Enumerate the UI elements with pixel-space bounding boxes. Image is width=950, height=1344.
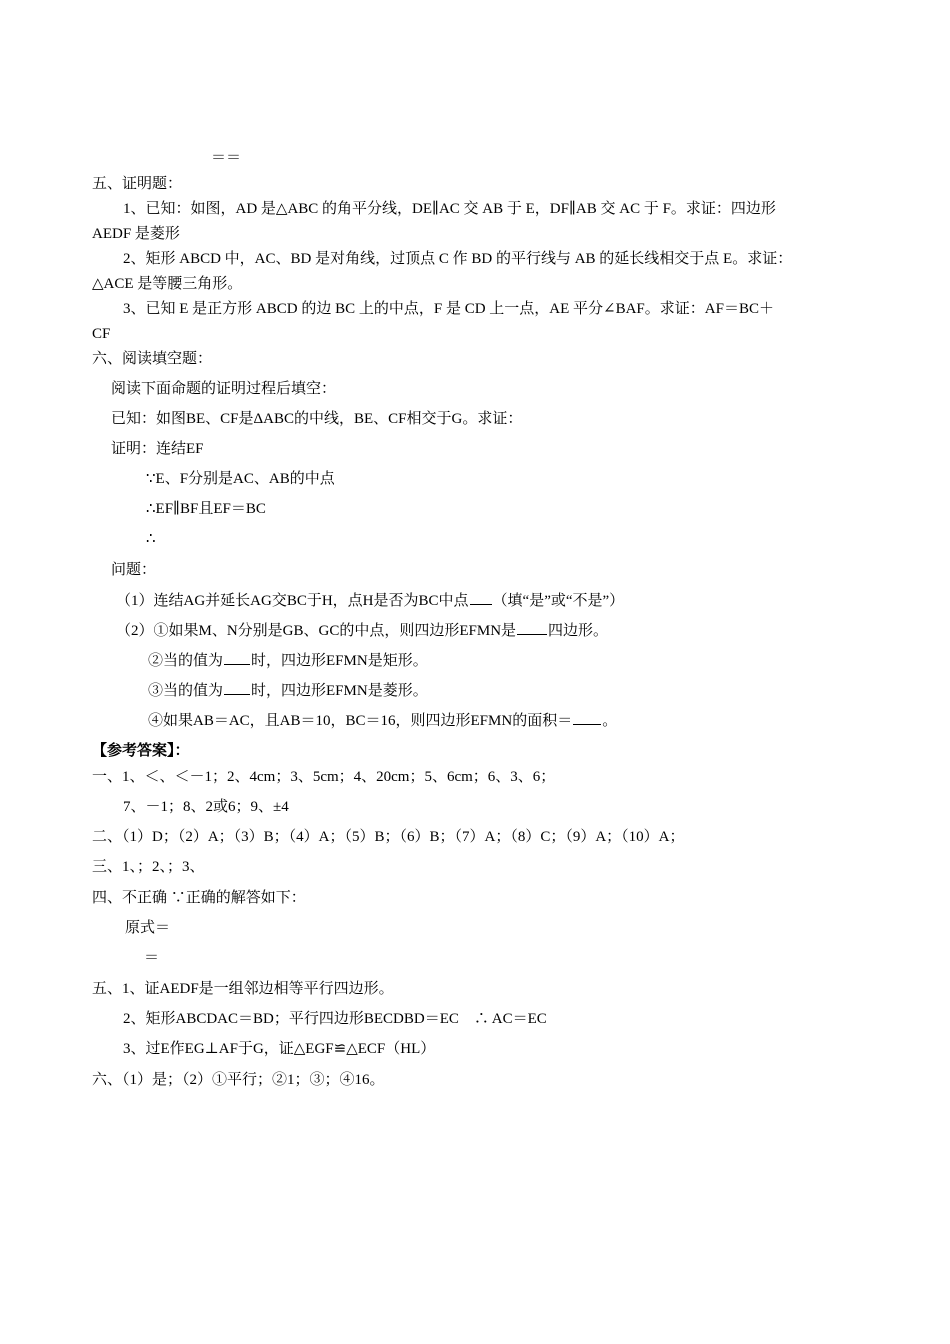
question-5-text: ④如果AB＝AC，且AB＝10，BC＝16，则四边形EFMN的面积＝	[148, 713, 573, 729]
reading-intro: 阅读下面命题的证明过程后填空：	[111, 381, 337, 397]
question-2-text: （2）①如果M、N分别是GB、GC的中点，则四边形EFMN是	[116, 623, 517, 639]
reading-step-3: ∴	[146, 531, 156, 547]
questions-label: 问题：	[111, 562, 157, 578]
reading-given: 已知：如图BE、CF是ΔABC的中线，BE、CF相交于G。求证：	[111, 411, 523, 427]
answer-5-line-2: 2、矩形ABCDAC＝BD；平行四边形BECDBD＝EC ∴ AC＝EC	[123, 1011, 547, 1027]
answer-blank[interactable]	[224, 680, 250, 695]
question-4-text: ③当的值为	[148, 683, 224, 699]
answer-blank[interactable]	[470, 590, 492, 605]
question-4	[148, 680, 428, 701]
question-5-tail: 。	[602, 713, 618, 729]
question-1-hint: （填“是”或“不是”）	[492, 593, 625, 609]
answer-1-line-2: 7、－1；8、2或6；9、±4	[123, 799, 289, 815]
answer-4-line-1: 四、不正确 ∵正确的解答如下：	[92, 890, 306, 906]
reading-proof: 证明：连结EF	[111, 441, 204, 457]
answer-blank[interactable]	[517, 620, 547, 635]
question-5	[148, 710, 617, 731]
proof-question-1-line-2: AEDF 是菱形	[92, 226, 180, 242]
question-3-tail: 时，四边形EFMN是矩形。	[251, 653, 428, 669]
proof-question-2-line-1: 2、矩形 ABCD 中，AC、BD 是对角线，过顶点 C 作 BD 的平行线与 AB 的延长线相交于点 E。求证：	[123, 251, 793, 267]
proof-question-1-line-1: 1、已知：如图，AD 是△ABC 的角平分线，DE∥AC 交 AB 于 E，DF∥AB 交 AC 于 F。求证：四边形	[123, 201, 776, 217]
proof-question-3-line-2: CF	[92, 326, 111, 342]
answer-4-line-2: 原式＝	[125, 920, 171, 936]
answers-heading: 【参考答案】：	[92, 743, 190, 759]
reading-step-1: ∵E、F分别是AC、AB的中点	[146, 471, 335, 487]
question-3	[148, 650, 428, 671]
proof-question-2-line-2: △ACE 是等腰三角形。	[92, 276, 243, 292]
answer-6: 六、（1）是；（2）①平行；②1；③；④16。	[92, 1072, 385, 1088]
question-2	[116, 620, 608, 641]
question-4-tail: 时，四边形EFMN是菱形。	[251, 683, 428, 699]
reading-step-2: ∴EF∥BF且EF＝BC	[146, 501, 266, 517]
question-1-text: （1）连结AG并延长AG交BC于H，点H是否为BC中点	[116, 593, 469, 609]
section-5-heading: 五、证明题：	[92, 176, 183, 192]
question-1	[116, 590, 624, 611]
proof-question-3-line-1: 3、已知 E 是正方形 ABCD 的边 BC 上的中点，F 是 CD 上一点，AE 平分∠BAF。求证：AF＝BC＋	[123, 301, 774, 317]
answer-5-line-3: 3、过E作EG⊥AF于G，证△EGF≌△ECF（HL）	[123, 1041, 436, 1057]
answer-2: 二、（1）D；（2）A；（3）B；（4）A；（5）B；（6）B；（7）A；（8）C；（9）A；（10）A；	[92, 829, 685, 845]
answer-blank[interactable]	[224, 650, 250, 665]
answer-blank[interactable]	[573, 710, 601, 725]
answer-1-line-1: 一、1、＜、＜－1；2、4cm；3、5cm；4、20cm；5、6cm；6、3、6；	[92, 769, 556, 785]
answer-3: 三、1、；2、；3、	[92, 859, 205, 875]
section-6-heading: 六、阅读填空题：	[92, 351, 213, 367]
top-equals: ＝＝	[211, 150, 242, 166]
question-2-tail: 四边形。	[548, 623, 609, 639]
question-3-text: ②当的值为	[148, 653, 224, 669]
answer-5-line-1: 五、1、证AEDF是一组邻边相等平行四边形。	[92, 981, 394, 997]
answer-4-line-3: ＝	[144, 950, 160, 966]
